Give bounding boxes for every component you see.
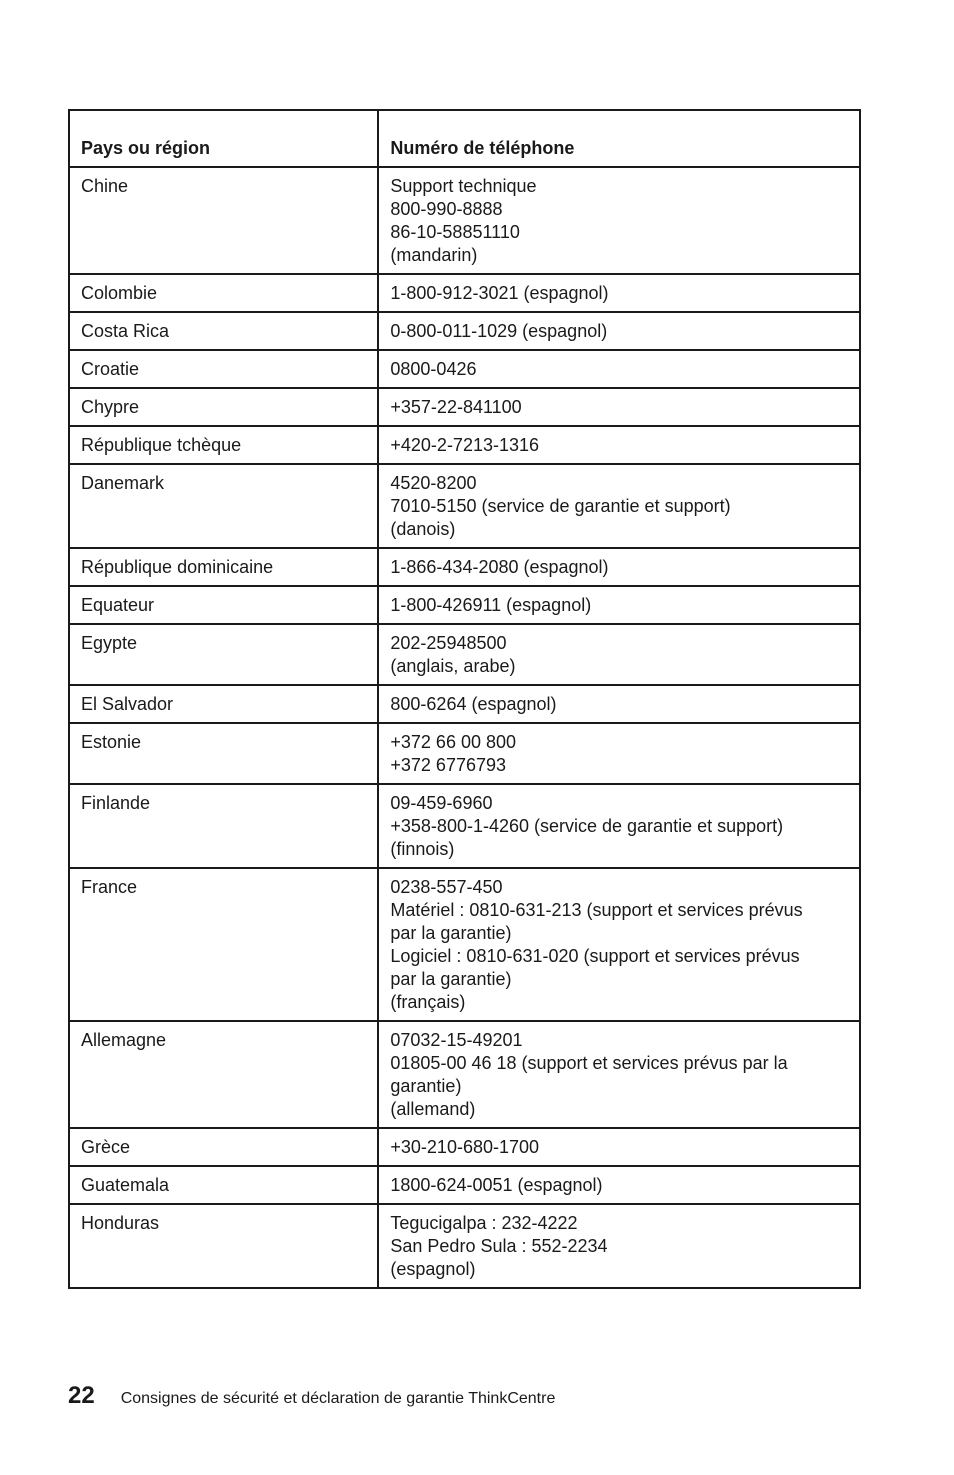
table-row [69,868,860,1021]
phone-line: 09-459-6960 [390,793,493,813]
table-row [69,548,860,586]
table-row [69,167,860,274]
phone-line: (mandarin) [390,245,478,265]
phone-line: (danois) [390,519,456,539]
phone-line: 0800-0426 [390,359,477,379]
phone-cell [378,274,860,312]
phone-cell [378,167,860,274]
country-cell: Grèce [69,1128,378,1166]
phone-cell [378,784,860,868]
table-row [69,426,860,464]
phone-cell [378,1128,860,1166]
table-row [69,723,860,784]
footer-title: Consignes de sécurité et déclaration de garantie ThinkCentre [120,1390,556,1407]
phone-line: 1-800-912-3021 (espagnol) [390,283,609,303]
column-header-country: Pays ou région [69,110,378,167]
page-number: 22 [68,1382,95,1409]
table-row [69,388,860,426]
phone-line: Support technique [390,176,537,196]
phone-cell [378,1021,860,1128]
phone-cell [378,312,860,350]
phone-line: +420-2-7213-1316 [390,435,540,455]
phone-line: 1-800-426911 (espagnol) [390,595,592,615]
phone-line: Matériel : 0810-631-213 (support et services prévus [390,900,803,920]
phone-line: 86-10-58851110 [390,222,520,242]
phone-line: 0238-557-450 [390,877,503,897]
table-row [69,350,860,388]
table-row [69,1204,860,1288]
phone-cell [378,1204,860,1288]
country-cell: Finlande [69,784,378,868]
table-row [69,1021,860,1128]
phone-cell [378,1166,860,1204]
country-cell: Costa Rica [69,312,378,350]
table-row [69,586,860,624]
country-cell: Croatie [69,350,378,388]
phone-line: (anglais, arabe) [390,656,516,676]
phone-line: 1800-624-0051 (espagnol) [390,1175,603,1195]
table-row [69,784,860,868]
phone-line: 4520-8200 [390,473,477,493]
phone-cell [378,464,860,548]
table-header [69,110,860,167]
phone-line: (espagnol) [390,1259,476,1279]
country-cell: Honduras [69,1204,378,1288]
phone-line: Logiciel : 0810-631-020 (support et services prévus [390,946,800,966]
column-header-phone: Numéro de téléphone [378,110,860,167]
phone-line: 01805-00 46 18 (support et services prévus par la [390,1053,788,1073]
phone-cell [378,868,860,1021]
country-cell: Chine [69,167,378,274]
phone-line: Tegucigalpa : 232-4222 [390,1213,578,1233]
country-cell: Egypte [69,624,378,685]
country-cell: France [69,868,378,1021]
country-cell: El Salvador [69,685,378,723]
phone-cell [378,388,860,426]
country-cell: Allemagne [69,1021,378,1128]
table-body [69,167,860,1288]
table-row [69,1128,860,1166]
phone-cell [378,426,860,464]
table-row [69,624,860,685]
phone-cell [378,685,860,723]
country-cell: Guatemala [69,1166,378,1204]
phone-line: San Pedro Sula : 552-2234 [390,1236,608,1256]
phone-cell [378,586,860,624]
country-cell: République tchèque [69,426,378,464]
phone-line: 800-990-8888 [390,199,503,219]
table-row [69,274,860,312]
phone-line: garantie) [390,1076,462,1096]
phone-line: 07032-15-49201 [390,1030,523,1050]
phone-cell [378,624,860,685]
country-cell: Estonie [69,723,378,784]
table-header-row [69,110,860,167]
table-row [69,312,860,350]
phone-line: +358-800-1-4260 (service de garantie et support) [390,816,784,836]
phone-line: 800-6264 (espagnol) [390,694,557,714]
phone-line: +30-210-680-1700 [390,1137,540,1157]
phone-line: (allemand) [390,1099,476,1119]
table-row [69,685,860,723]
phone-cell [378,350,860,388]
table-row [69,464,860,548]
phone-line: par la garantie) [390,969,512,989]
country-cell: Equateur [69,586,378,624]
country-cell: Danemark [69,464,378,548]
country-cell: Chypre [69,388,378,426]
phone-line: 1-866-434-2080 (espagnol) [390,557,609,577]
phone-cell [378,723,860,784]
phone-line: (finnois) [390,839,455,859]
phone-cell [378,548,860,586]
phone-line: +372 66 00 800 [390,732,517,752]
phone-line: +357-22-841100 [390,397,522,417]
phone-line: 0-800-011-1029 (espagnol) [390,321,608,341]
country-cell: République dominicaine [69,548,378,586]
phone-line: +372 6776793 [390,755,507,775]
page-footer [68,1382,555,1410]
table-row [69,1166,860,1204]
phone-support-table [68,109,861,1289]
phone-line: (français) [390,992,466,1012]
phone-line: 7010-5150 (service de garantie et support) [390,496,731,516]
phone-line: par la garantie) [390,923,512,943]
country-cell: Colombie [69,274,378,312]
phone-line: 202-25948500 [390,633,507,653]
